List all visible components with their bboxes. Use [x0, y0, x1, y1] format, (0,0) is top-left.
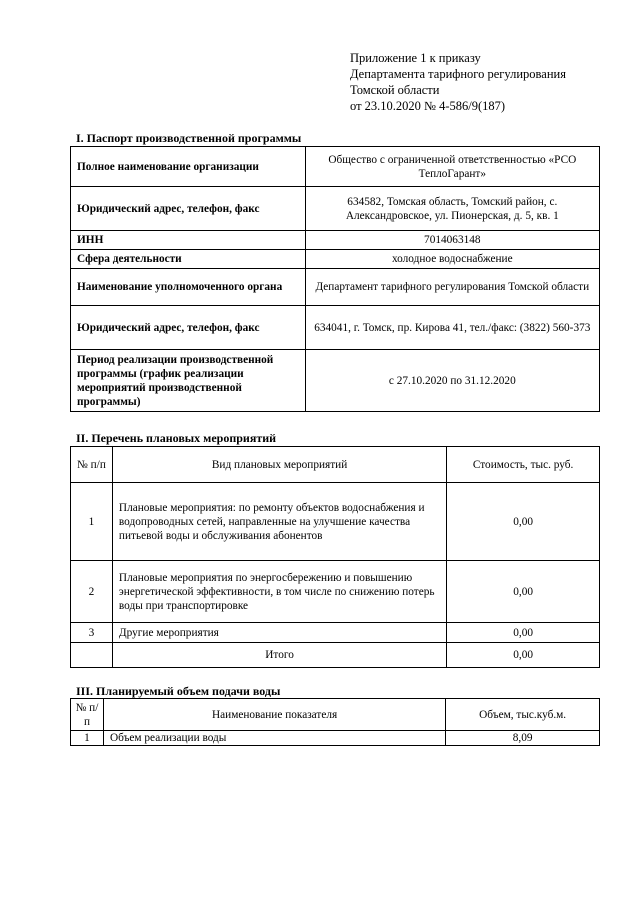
table-row	[71, 250, 600, 269]
row-num: 1	[71, 483, 113, 561]
row-cost: 0,00	[447, 561, 600, 623]
table-row	[71, 269, 600, 306]
passport-value: Департамент тарифного регулирования Томской области	[305, 269, 599, 306]
passport-label: Юридический адрес, телефон, факс	[71, 187, 306, 231]
row-num: 3	[71, 623, 113, 643]
header-name: Наименование показателя	[103, 699, 445, 731]
table-row	[71, 231, 600, 250]
section-2-title: II. Перечень плановых мероприятий	[76, 431, 277, 445]
passport-label: Юридический адрес, телефон, факс	[71, 306, 306, 350]
table-row	[71, 147, 600, 187]
total-empty-cell	[71, 643, 113, 668]
passport-label: Сфера деятельности	[71, 250, 306, 269]
table-row	[71, 350, 600, 412]
document-header	[350, 50, 566, 114]
passport-value: 634041, г. Томск, пр. Кирова 41, тел./факс: (3822) 560-373	[305, 306, 599, 350]
row-num: 1	[71, 731, 104, 746]
passport-label: Наименование уполномоченного органа	[71, 269, 306, 306]
passport-value: Общество с ограниченной ответственностью «РСО ТеплоГарант»	[305, 147, 599, 187]
table-total-row	[71, 643, 600, 668]
passport-table	[70, 146, 600, 412]
header-line-1: Приложение 1 к приказу	[350, 51, 481, 65]
row-cost: 0,00	[447, 623, 600, 643]
passport-label: Полное наименование организации	[71, 147, 306, 187]
header-num: № п/п	[71, 447, 113, 483]
table-row	[71, 306, 600, 350]
total-cost: 0,00	[447, 643, 600, 668]
row-name: Другие мероприятия	[112, 623, 446, 643]
table-row	[71, 483, 600, 561]
row-name: Объем реализации воды	[103, 731, 445, 746]
table-row	[71, 731, 600, 746]
total-label: Итого	[112, 643, 446, 668]
volume-table	[70, 698, 600, 746]
passport-label: ИНН	[71, 231, 306, 250]
header-num: № п/п	[71, 699, 104, 731]
passport-value: 634582, Томская область, Томский район, с. Александровское, ул. Пионерская, д. 5, кв. 1	[305, 187, 599, 231]
table-header-row	[71, 699, 600, 731]
row-name: Плановые мероприятия по энергосбережению и повышению энергетической эффективности, в том числе по снижению потерь воды при транспортировке	[112, 561, 446, 623]
row-volume: 8,09	[446, 731, 600, 746]
header-line-2: Департамента тарифного регулирования	[350, 67, 566, 81]
section-3-title: III. Планируемый объем подачи воды	[76, 684, 281, 698]
table-row	[71, 623, 600, 643]
header-line-3: Томской области	[350, 83, 440, 97]
row-num: 2	[71, 561, 113, 623]
header-name: Вид плановых мероприятий	[112, 447, 446, 483]
table-row	[71, 187, 600, 231]
row-cost: 0,00	[447, 483, 600, 561]
header-line-4: от 23.10.2020 № 4-586/9(187)	[350, 99, 506, 113]
passport-value: с 27.10.2020 по 31.12.2020	[305, 350, 599, 412]
passport-value: холодное водоснабжение	[305, 250, 599, 269]
row-name: Плановые мероприятия: по ремонту объектов водоснабжения и водопроводных сетей, направленные на улучшение качества питьевой воды и обслуживания абонентов	[112, 483, 446, 561]
header-volume: Объем, тыс.куб.м.	[446, 699, 600, 731]
table-header-row	[71, 447, 600, 483]
header-cost: Стоимость, тыс. руб.	[447, 447, 600, 483]
table-row	[71, 561, 600, 623]
passport-value: 7014063148	[305, 231, 599, 250]
passport-label: Период реализации производственной программы (график реализации мероприятий производственной программы)	[71, 350, 306, 412]
section-1-title: I. Паспорт производственной программы	[76, 131, 302, 145]
measures-table	[70, 446, 600, 668]
